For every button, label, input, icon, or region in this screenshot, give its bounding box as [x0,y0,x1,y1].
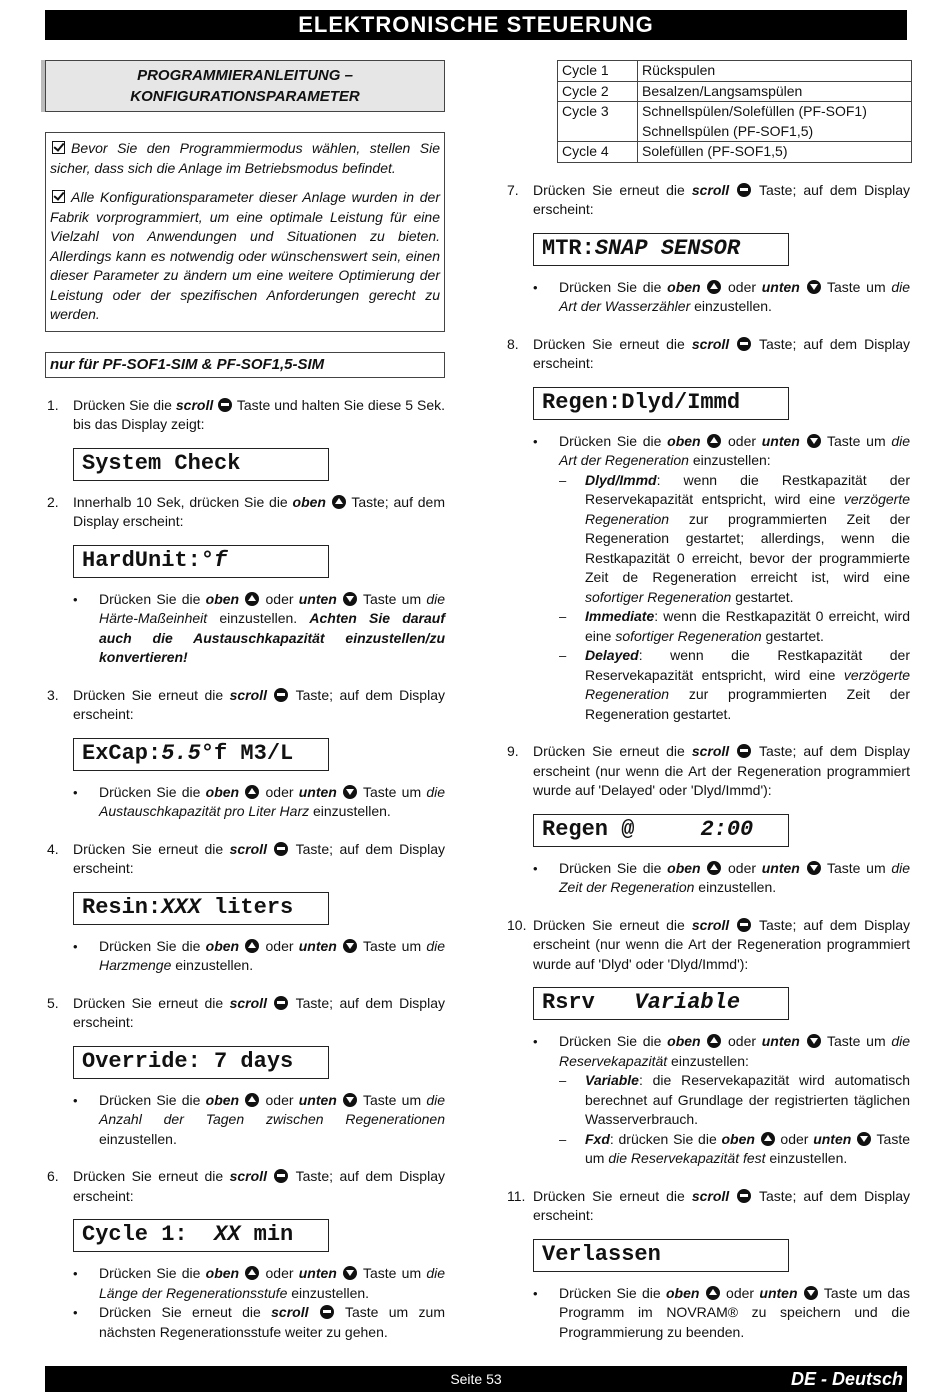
list-item: • Drücken Sie die oben oder unten Taste um die Länge der Regenerationsstufe einzustellen. [73,1264,445,1303]
down-button-icon [804,1286,818,1300]
display-cycle: Cycle 1: XX min [73,1219,329,1252]
down-button-icon [343,1266,357,1280]
up-button-icon [707,280,721,294]
up-button-icon [707,861,721,875]
page-number: Seite 53 [450,1371,502,1387]
down-button-icon [807,1034,821,1048]
up-button-icon [707,1034,721,1048]
list-item: – Variable: die Reservekapazität wird automatisch berechnet auf Grundlage der registrierten täglichen Wasserverbrauch. [559,1071,910,1130]
list-item: – Delayed: wenn die Restkapazität der Reservekapazität entspricht, wird eine verzögerte Regeneration zur programmierten Zeit der Regeneration gestartet. [559,646,910,724]
scroll-button-icon [274,996,288,1010]
display-override: Override: 7 days [73,1046,329,1079]
step-4: 4. Drücken Sie erneut die scroll Taste; auf dem Display erscheint: Resin:XXX liters • Drücken Sie die oben oder unten Taste um die Harzmenge einzustellen. [45,840,445,976]
list-item: • Drücken Sie die oben oder unten Taste um das Programm im NOVRAM® zu speichern und die Programmierung zu beenden. [533,1284,910,1343]
page-footer [45,1366,907,1392]
display-regen-type: Regen:Dlyd/Immd [533,387,789,420]
up-button-icon [706,1286,720,1300]
list-item: • Drücken Sie die oben oder unten Taste um die Harzmenge einzustellen. [73,937,445,976]
scroll-button-icon [218,398,232,412]
step-7: 7. Drücken Sie erneut die scroll Taste; auf dem Display erscheint: MTR:SNAP SENSOR • Drücken Sie die oben oder unten Taste um die Art der Wasserzähler einzustellen. [505,181,910,317]
step-3: 3. Drücken Sie erneut die scroll Taste; auf dem Display erscheint: ExCap:5.5°f M3/L • Drücken Sie die oben oder unten Taste um die Austauschkapazität pro Liter Harz einzustellen. [45,686,445,822]
step-8: 8. Drücken Sie erneut die scroll Taste; auf dem Display erscheint: Regen:Dlyd/Immd • Drücken Sie die oben oder unten Taste um die Art der Regeneration einzustellen: – Dlyd/Immd: wenn die Restkapazität der Reservekapazität entspricht, wird eine verzögerte Regeneration zur programmierten Zeit der Regeneration gestartet; allerdings, wenn die Restkapazität 0 erreicht, bevor der programmierte Zeit de Regeneration erreicht ist, wird eine sofortiger Regeneration gestartet. – Immediate: wenn die Restkapazität 0 erreicht, wird eine sofortiger Regeneration gestartet. – Delayed: wenn die Restkapazität der Reservekapazität entspricht, wird eine verzögerte Regeneration zur programmierten Zeit der Regeneration gestartet. [505,335,910,725]
up-button-icon [761,1132,775,1146]
table-row: Cycle 3 Schnellspülen/Solefüllen (PF-SOF1) Schnellspülen (PF-SOF1,5) [558,102,912,142]
down-button-icon [343,1093,357,1107]
down-button-icon [807,861,821,875]
table-row: Cycle 1 Rückspulen [558,61,912,82]
table-row: Cycle 4 Solefüllen (PF-SOF1,5) [558,142,912,163]
up-button-icon [332,495,346,509]
step-5: 5. Drücken Sie erneut die scroll Taste; auf dem Display erscheint: Override: 7 days • Drücken Sie die oben oder unten Taste um die Anzahl der Tagen zwischen Regenerationen einzustellen. [45,994,445,1150]
list-item: • Drücken Sie die oben oder unten Taste um die Art der Wasserzähler einzustellen. [533,278,910,317]
up-button-icon [245,1093,259,1107]
display-exit: Verlassen [533,1239,789,1272]
step-10: 10. Drücken Sie erneut die scroll Taste; auf dem Display erscheint (nur wenn die Art der Regeneration programmiert wurde auf 'Dlyd' oder 'Dlyd/Immd'): Rsrv Variable • Drücken Sie die oben oder unten Taste um die Reservekapazität einzustellen: – Variable: die Reservekapazität wird automatisch berechnet auf Grundlage der registrierten täglichen Wasserverbrauch. – Fxd: drücken Sie die oben oder unten Taste um die Reservekapazität fest einzustellen. [505,916,910,1169]
scroll-button-icon [737,183,751,197]
step-11: 11. Drücken Sie erneut die scroll Taste; auf dem Display erscheint: Verlassen • Drücken Sie die oben oder unten Taste um das Programm im NOVRAM® zu speichern und die Programmierung zu beenden. [505,1187,910,1343]
checkbox-icon [52,190,65,203]
scroll-button-icon [737,744,751,758]
scroll-button-icon [737,337,751,351]
display-mtr: MTR:SNAP SENSOR [533,233,789,266]
list-item: • Drücken Sie die oben oder unten Taste um die Reservekapazität einzustellen: – Variable: die Reservekapazität wird automatisch berechnet auf Grundlage der registrierten täglichen Wasserverbrauch. – Fxd: drücken Sie die oben oder unten Taste um die Reservekapazität fest einzustellen. [533,1032,910,1169]
display-regen-time: Regen @ 2:00 [533,814,789,847]
notes-box [45,132,445,332]
page-header: ELEKTRONISCHE STEUERUNG [45,10,907,40]
up-button-icon [245,592,259,606]
list-item: • Drücken Sie die oben oder unten Taste um die Anzahl der Tagen zwischen Regenerationen einzustellen. [73,1091,445,1150]
down-button-icon [807,434,821,448]
list-item: • Drücken Sie die oben oder unten Taste um die Art der Regeneration einzustellen: – Dlyd/Immd: wenn die Restkapazität der Reservekapazität entspricht, wird eine verzögerte Regeneration zur programmierten Zeit der Regeneration gestartet; allerdings, wenn die Restkapazität 0 erreicht, bevor der programmierte Zeit de Regeneration erreicht ist, wird eine sofortiger Regeneration gestartet. – Immediate: wenn die Restkapazität 0 erreicht, wird eine sofortiger Regeneration gestartet. – Delayed: wenn die Restkapazität der Reservekapazität entspricht, wird eine verzögerte Regeneration zur programmierten Zeit der Regeneration gestartet. [533,432,910,725]
list-item: – Immediate: wenn die Restkapazität 0 erreicht, wird eine sofortiger Regeneration gestartet. [559,607,910,646]
list-item: • Drücken Sie erneut die scroll Taste um zum nächsten Regenerationsstufe weiter zu gehen. [73,1303,445,1342]
checkbox-icon [52,141,65,154]
scroll-button-icon [737,918,751,932]
right-column [505,60,910,1342]
down-button-icon [343,592,357,606]
table-row: Cycle 2 Besalzen/Langsamspülen [558,81,912,102]
scroll-button-icon [737,1189,751,1203]
list-item: • Drücken Sie die oben oder unten Taste um die Austauschkapazität pro Liter Harz einzustellen. [73,783,445,822]
list-item: – Dlyd/Immd: wenn die Restkapazität der Reservekapazität entspricht, wird eine verzögerte Regeneration zur programmierten Zeit der Regeneration gestartet; allerdings, wenn die Restkapazität 0 erreicht, bevor der programmierte Zeit de Regeneration erreicht ist, wird eine sofortiger Regeneration gestartet. [559,471,910,608]
scroll-button-icon [274,842,288,856]
display-resin: Resin:XXX liters [73,892,329,925]
scroll-button-icon [274,1169,288,1183]
step-9: 9. Drücken Sie erneut die scroll Taste; auf dem Display erscheint (nur wenn die Art der Regeneration programmiert wurde auf 'Delayed' oder 'Dlyd/Immd'): Regen @ 2:00 • Drücken Sie die oben oder unten Taste um die Zeit der Regeneration einzustellen. [505,742,910,898]
down-button-icon [807,280,821,294]
left-column [45,60,445,1342]
model-subheading: nur für PF-SOF1-SIM & PF-SOF1,5-SIM [45,352,445,378]
step-6: 6. Drücken Sie erneut die scroll Taste; auf dem Display erscheint: Cycle 1: XX min • Drücken Sie die oben oder unten Taste um die Länge der Regenerationsstufe einzustellen. • Drücken Sie erneut die scroll Taste um zum nächsten Regenerationsstufe weiter zu gehen. [45,1167,445,1342]
scroll-button-icon [274,688,288,702]
up-button-icon [245,939,259,953]
step-2: 2. Innerhalb 10 Sek, drücken Sie die oben Taste; auf dem Display erscheint: HardUnit:°f • Drücken Sie die oben oder unten Taste um die Härte-Maßeinheit einzustellen. Achten Sie darauf auch die Austauschkapazität einzustellen/zu konvertieren! [45,493,445,668]
note-2: Alle Konfigurationsparameter dieser Anlage wurden in der Fabrik vorprogrammiert, um eine optimale Leistung für eine Vielzahl von Anwendungen und Situationen zu bieten. Allerdings kann es notwendig oder wünschenswert sein, einen dieser Parameter zu ändern um eine weitere Optimierung der Leistung oder der spezifischen Anforderungen gerecht zu werden. [50,189,440,322]
list-item: • Drücken Sie die oben oder unten Taste um die Härte-Maßeinheit einzustellen. Achten Sie darauf auch die Austauschkapazität einzustellen/zu konvertieren! [73,590,445,668]
scroll-button-icon [320,1305,334,1319]
list-item: • Drücken Sie die oben oder unten Taste um die Zeit der Regeneration einzustellen. [533,859,910,898]
display-hardunit: HardUnit:°f [73,545,329,578]
display-system-check: System Check [73,448,329,481]
display-reserve: Rsrv Variable [533,987,789,1020]
up-button-icon [245,785,259,799]
down-button-icon [857,1132,871,1146]
language-label: DE - Deutsch [790,1369,903,1389]
section-title: PROGRAMMIERANLEITUNG – KONFIGURATIONSPARAMETER [45,60,445,112]
display-excap: ExCap:5.5°f M3/L [73,738,329,771]
cycle-table [557,60,912,163]
step-1: 1. Drücken Sie die scroll Taste und halten Sie diese 5 Sek. bis das Display zeigt: System Check [45,396,445,481]
note-1: Bevor Sie den Programmiermodus wählen, stellen Sie sicher, dass sich die Anlage im Betriebsmodus befindet. [50,140,440,176]
list-item: – Fxd: drücken Sie die oben oder unten Taste um die Reservekapazität fest einzustellen. [559,1130,910,1169]
up-button-icon [245,1266,259,1280]
up-button-icon [707,434,721,448]
down-button-icon [343,785,357,799]
down-button-icon [343,939,357,953]
